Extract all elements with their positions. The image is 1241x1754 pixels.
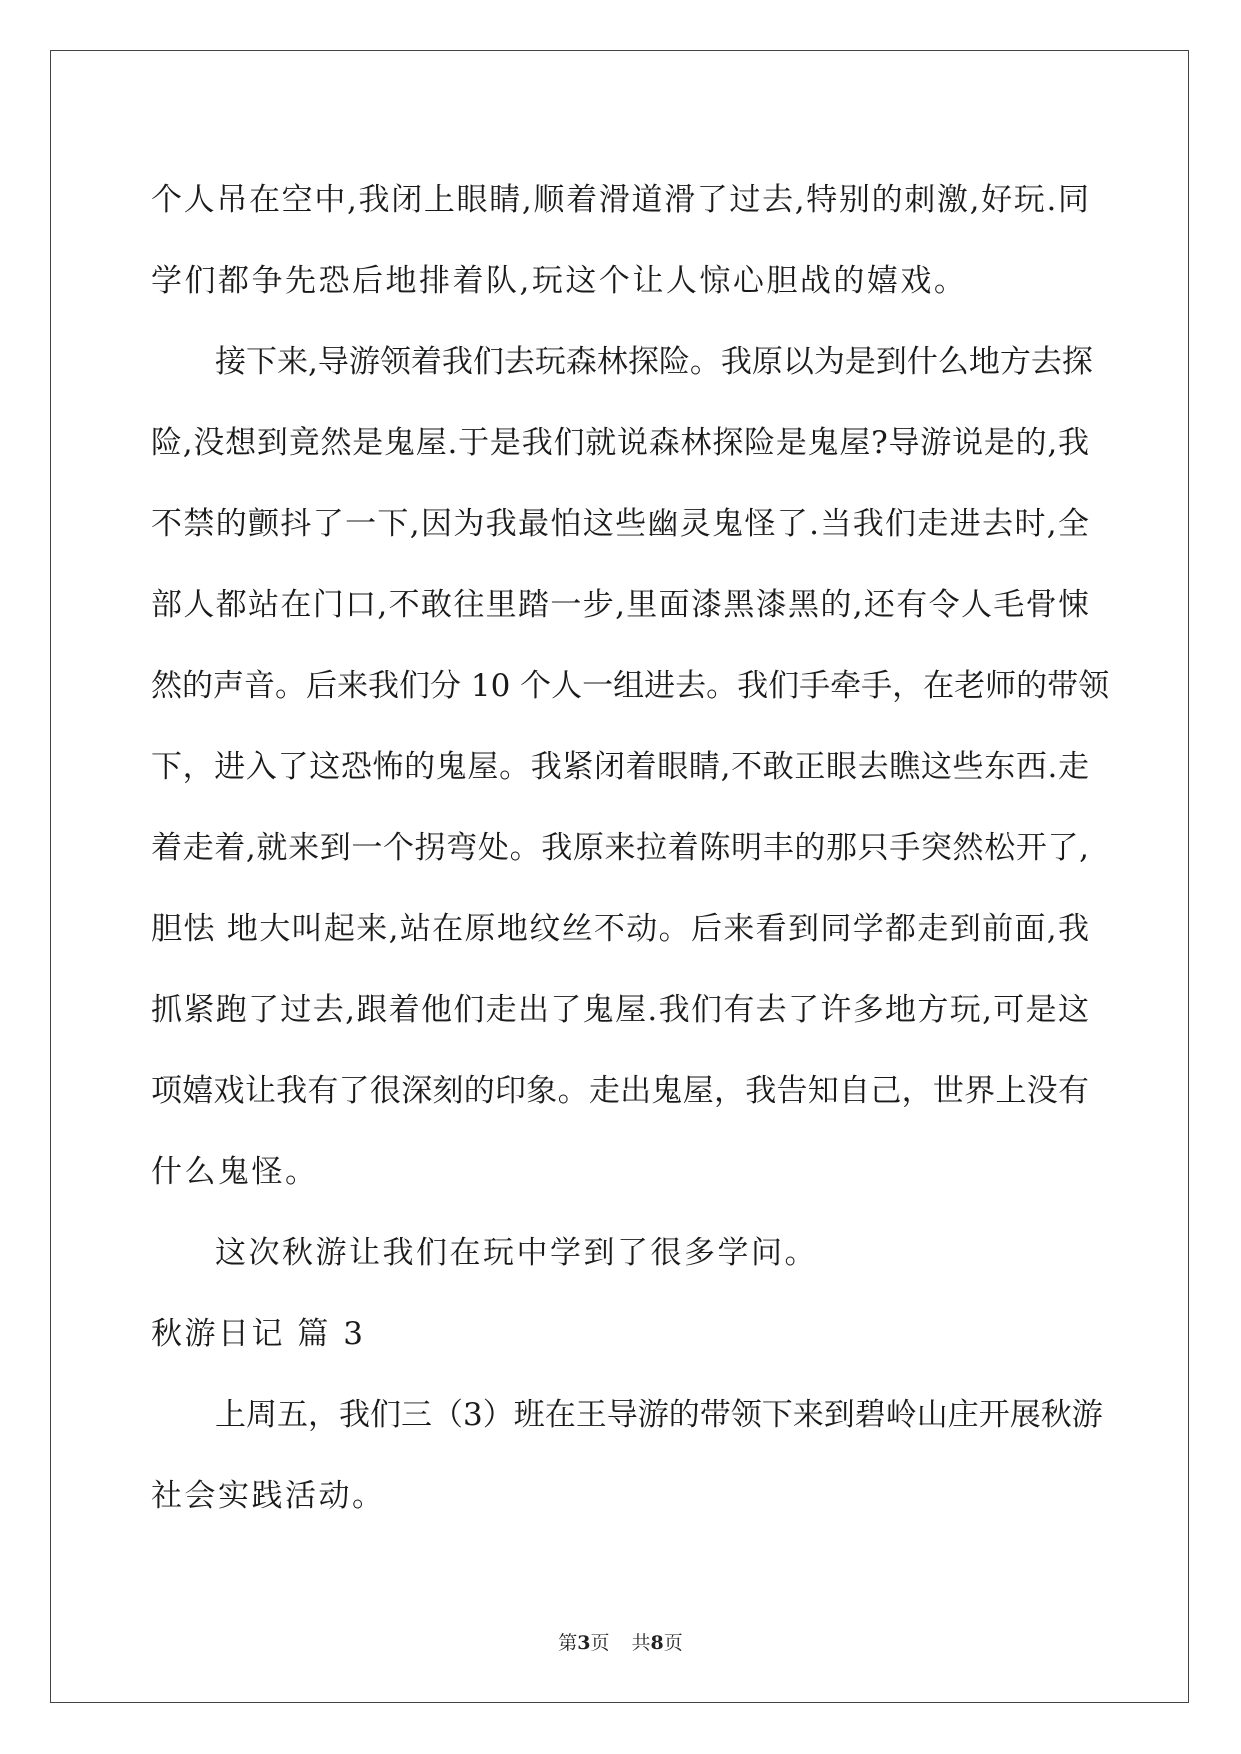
body-line: 下，进入了这恐怖的鬼屋。我紧闭着眼睛,不敢正眼去瞧这些东西.走 (151, 749, 1089, 785)
body-line: 什么鬼怪。 (151, 1154, 319, 1190)
total-prefix: 共 (631, 1632, 651, 1654)
total-suffix: 页 (663, 1632, 683, 1654)
page-suffix: 页 (590, 1632, 610, 1654)
body-line: 胆怯 地大叫起来,站在原地纹丝不动。后来看到同学都走到前面,我 (151, 911, 1089, 947)
body-line: 这次秋游让我们在玩中学到了很多学问。 (215, 1235, 818, 1271)
body-line: 接下来,导游领着我们去玩森林探险。我原以为是到什么地方去探 (215, 344, 1093, 380)
body-line: 抓紧跑了过去,跟着他们走出了鬼屋.我们有去了许多地方玩,可是这 (151, 992, 1089, 1028)
body-line: 部人都站在门口,不敢往里踏一步,里面漆黑漆黑的,还有令人毛骨悚 (151, 587, 1089, 623)
section-heading: 秋游日记 篇 3 (151, 1316, 366, 1352)
page-footer (0, 1628, 1241, 1655)
document-body (151, 160, 1110, 1537)
body-line: 学们都争先恐后地排着队,玩这个让人惊心胆战的嬉戏。 (151, 263, 968, 299)
page-prefix: 第 (558, 1632, 578, 1654)
body-line: 项嬉戏让我有了很深刻的印象。走出鬼屋，我告知自己，世界上没有 (151, 1073, 1089, 1109)
body-line: 险,没想到竟然是鬼屋.于是我们就说森林探险是鬼屋?导游说是的,我 (151, 425, 1089, 461)
total-pages: 8 (650, 1632, 664, 1654)
body-line: 个人吊在空中,我闭上眼睛,顺着滑道滑了过去,特别的刺激,好玩.同 (151, 182, 1089, 218)
body-line: 然的声音。后来我们分 10 个人一组进去。我们手牵手，在老师的带领 (151, 668, 1110, 704)
body-line: 社会实践活动。 (151, 1478, 386, 1514)
body-line: 不禁的颤抖了一下,因为我最怕这些幽灵鬼怪了.当我们走进去时,全 (151, 506, 1089, 542)
body-line: 着走着,就来到一个拐弯处。我原来拉着陈明丰的那只手突然松开了, (151, 830, 1089, 866)
body-line: 上周五，我们三（3）班在王导游的带领下来到碧岭山庄开展秋游 (215, 1397, 1103, 1433)
page-number: 3 (577, 1632, 591, 1654)
